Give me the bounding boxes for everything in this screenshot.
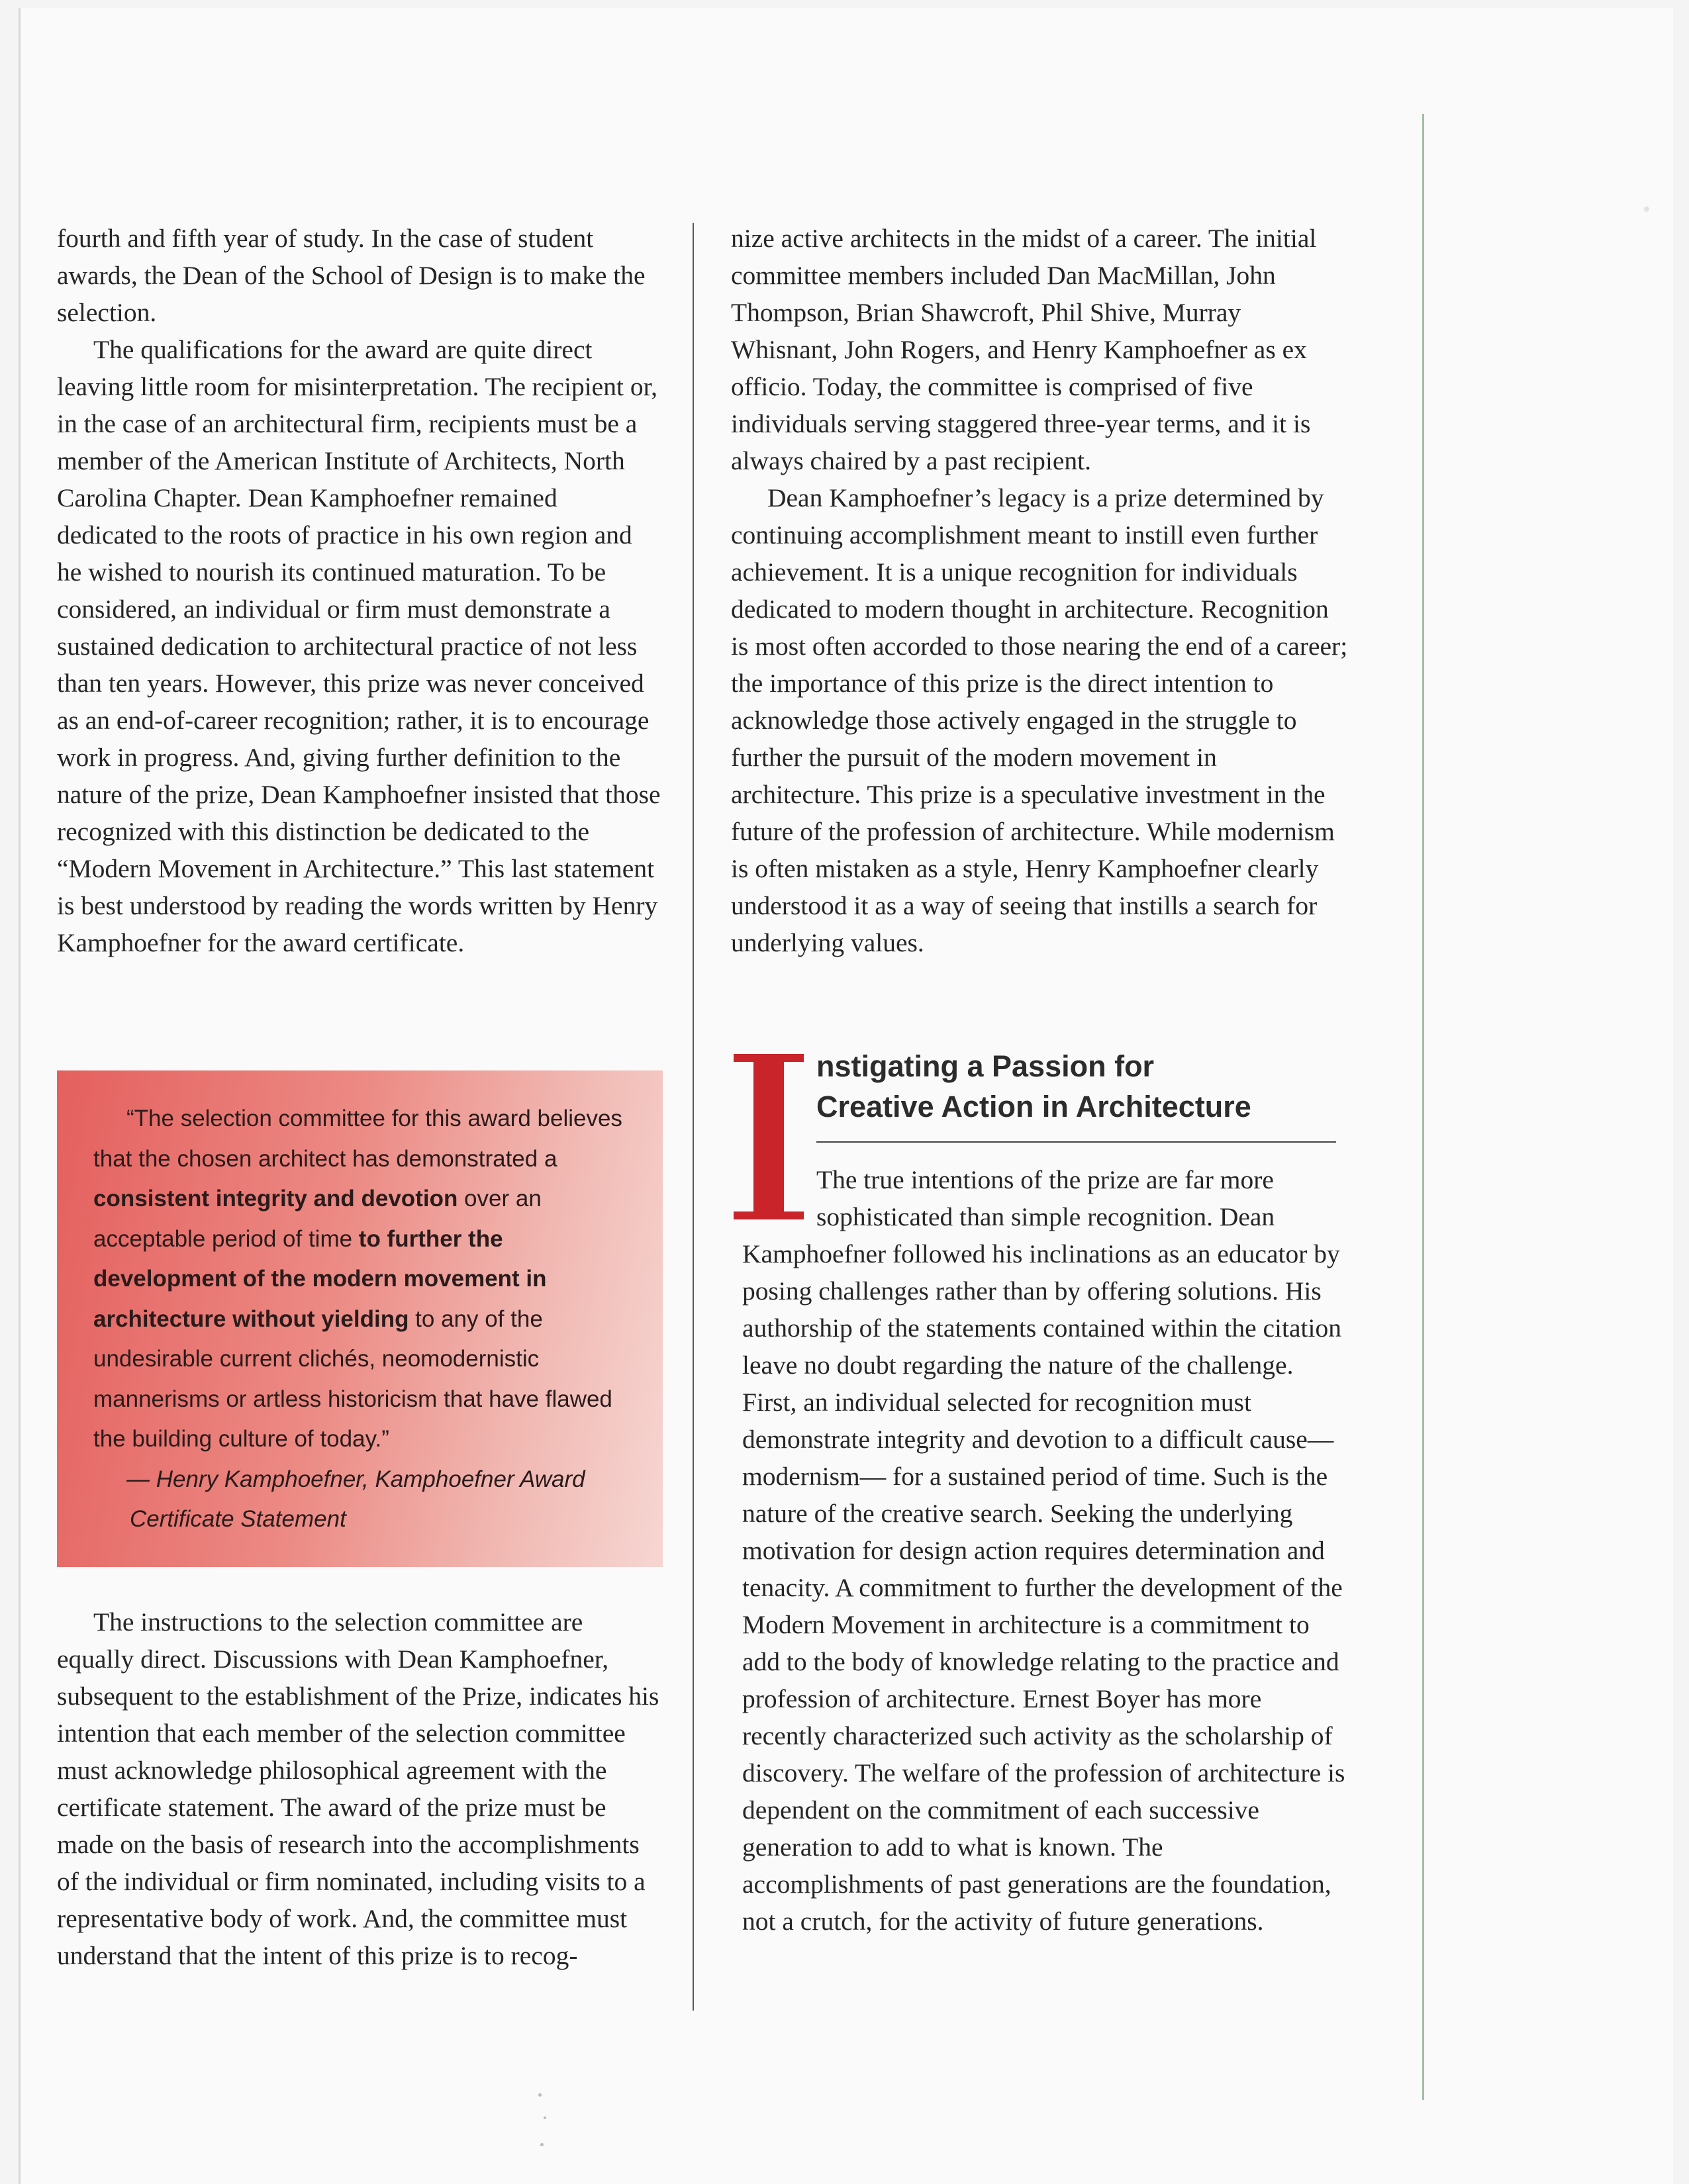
right-column-bottom [742, 1235, 1348, 1940]
paragraph: The instructions to the selection committee are equally direct. Discussions with Dean Kamphoefner, subsequent to the establishment of the Prize, indicates his intention that each member of the selection committee must acknowledge philosophical agreement with the certificate statement. The award of the prize must be made on the basis of research into the accomplishments of the individual or firm nominated, including visits to a representative body of work. And, the committee must understand that the intent of this prize is to recog- [57, 1607, 659, 1970]
scan-speck [540, 2143, 544, 2146]
pull-quote-box [57, 1070, 663, 1567]
paragraph: The qualifications for the award are quite direct leaving little room for misinterpretation. The recipient or, in the case of an architectural firm, recipients must be a member of the American Institute of Architects, North Carolina Chapter. Dean Kamphoefner remained dedicated to the roots of practice in his own region and he wished to nourish its continued maturation. To be considered, an individual or firm must demonstrate a sustained dedication to architectural practice of not less than ten years. However, this prize was never conceived as an end-of-career recognition; rather, it is to encourage work in progress. And, giving further definition to the nature of the prize, Dean Kamphoefner insisted that those recognized with this distinction be dedicated to the “Modern Movement in Architecture.” This last statement is best understood by reading the words written by Henry Kamphoefner for the award certificate. [57, 335, 661, 957]
paragraph: nize active architects in the midst of a career. The initial committee members included Dan MacMillan, John Thompson, Brian Shawcroft, Phil Shive, Murray Whisnant, John Rogers, and Henry Kamphoefner as ex officio. Today, the committee is comprised of five individuals serving staggered three-year terms, and it is always chaired by a past recipient. [731, 224, 1317, 475]
left-column-bottom [57, 1603, 663, 1974]
scan-speck [1644, 207, 1649, 212]
section-first-lines [816, 1161, 1346, 1235]
page-frame-line [1422, 114, 1424, 2100]
scan-speck [538, 2093, 542, 2097]
quote-part: over an acceptable period of time [93, 1186, 542, 1252]
drop-cap [732, 1054, 805, 1219]
pull-quote-text [93, 1099, 636, 1460]
paragraph: Dean Kamphoefner’s legacy is a prize determined by continuing accomplishment meant to instill even further achievement. It is a unique recognition for individuals dedicated to modern thought in architecture. Recognition is most often accorded to those nearing the end of a career; the importance of this prize is the direct intention to acknowledge those actively engaged in the struggle to further the pursuit of the modern movement in architecture. This prize is a speculative investment in the future of the profession of architecture. While modernism is often mistaken as a style, Henry Kamphoefner clearly understood it as a way of seeing that instills a search for underlying values. [731, 483, 1348, 957]
paragraph: Kamphoefner followed his inclinations as an educator by posing challenges rather than by offering solutions. His authorship of the statements contained within the citation leave no doubt regarding the nature of the challenge. First, an individual selected for recognition must demonstrate integrity and devotion to a difficult cause— modernism— for a sustained period of time. Such is the nature of the creative search. Seeking the underlying motivation for design action requires determination and tenacity. A commitment to further the development of the Modern Movement in architecture is a commitment to add to the body of knowledge relating to the practice and profession of architecture. Ernest Boyer has more recently characterized such activity as the scholarship of discovery. The welfare of the profession of architecture is dependent on the commitment of each successive generation to add to what is known. The accomplishments of past generations are the foundation, not a crutch, for the activity of future generations. [742, 1239, 1345, 1936]
quote-emphasis: consistent integrity and devotion [93, 1186, 458, 1211]
heading-line: Creative Action in Architecture [816, 1090, 1251, 1123]
column-divider [693, 223, 694, 2011]
scan-speck [544, 2116, 546, 2119]
text-line: sophisticated than simple recognition. Dean [816, 1202, 1275, 1231]
section-heading [816, 1046, 1339, 1127]
text-line: The true intentions of the prize are far more [816, 1165, 1274, 1194]
quote-part: to any of the undesirable current clichés, neomodernistic mannerisms or artless historicism that have flawed the building culture of today.” [93, 1306, 612, 1452]
quote-attribution-cont: Certificate Statement [130, 1506, 346, 1532]
page [19, 8, 1673, 2184]
heading-rule [816, 1141, 1336, 1143]
paragraph: fourth and fifth year of study. In the case of student awards, the Dean of the School of Design is to make the selection. [57, 224, 646, 327]
left-column-top [57, 220, 663, 961]
quote-attribution: — Henry Kamphoefner, Kamphoefner Award [126, 1466, 585, 1492]
heading-line: nstigating a Passion for [816, 1049, 1155, 1083]
quote-part: “The selection committee for this award believes that the chosen architect has demonstrated a [93, 1106, 622, 1172]
right-column-top [731, 220, 1350, 961]
quote-emphasis: to further the development of the modern movement in architecture without yielding [93, 1225, 547, 1332]
